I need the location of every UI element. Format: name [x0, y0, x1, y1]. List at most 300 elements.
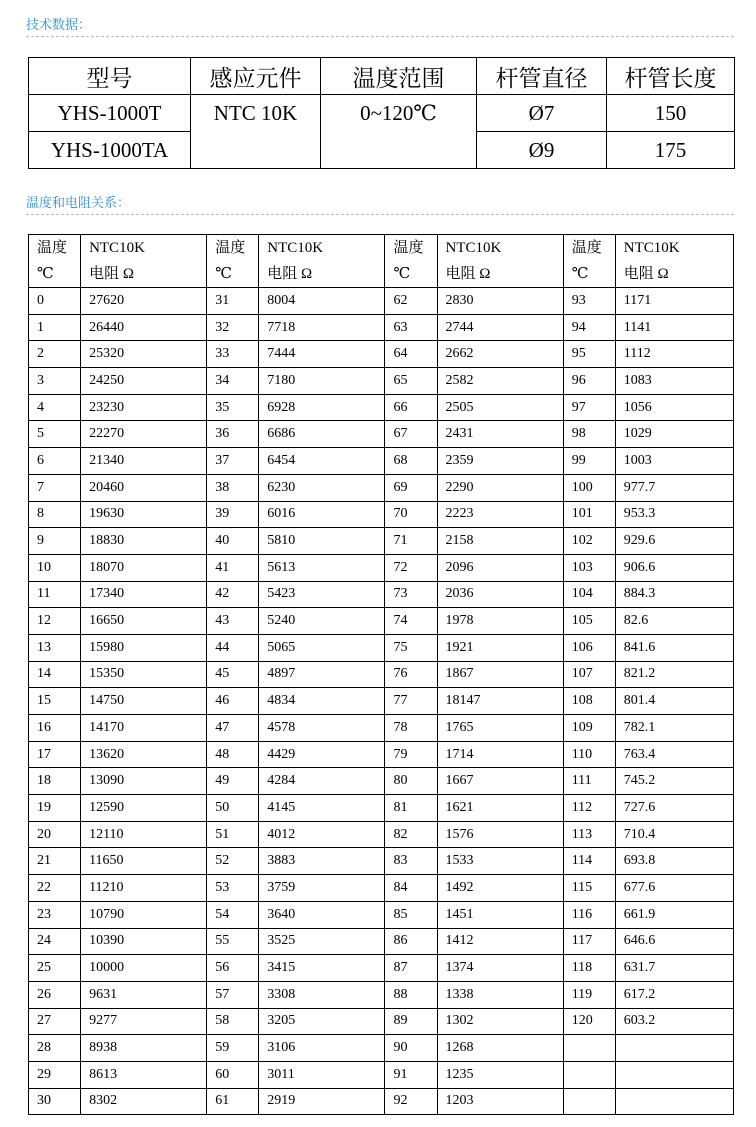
resistance-cell: 2036	[437, 581, 563, 608]
temperature-cell: 2	[29, 341, 81, 368]
spec-model: YHS-1000T	[29, 95, 191, 132]
spec-header-diameter: 杆管直径	[477, 58, 607, 95]
resistance-cell: 1203	[437, 1088, 563, 1115]
rt-header-resistance	[437, 235, 563, 288]
temperature-cell: 38	[207, 474, 259, 501]
rt-header-resistance-line: NTC10K	[89, 240, 145, 256]
temperature-cell: 50	[207, 795, 259, 822]
resistance-cell: 4012	[259, 821, 385, 848]
temperature-cell: 82	[385, 821, 437, 848]
table-row	[29, 715, 734, 742]
resistance-cell: 6928	[259, 394, 385, 421]
resistance-cell: 1412	[437, 928, 563, 955]
temperature-cell: 54	[207, 901, 259, 928]
resistance-cell: 1867	[437, 661, 563, 688]
rt-header-resistance-line: 电阻 Ω	[623, 266, 669, 282]
temperature-cell: 59	[207, 1035, 259, 1062]
temperature-cell: 12	[29, 608, 81, 635]
temperature-cell: 106	[563, 634, 615, 661]
temperature-cell: 103	[563, 554, 615, 581]
temperature-cell: 105	[563, 608, 615, 635]
resistance-cell: 4897	[259, 661, 385, 688]
temperature-cell: 66	[385, 394, 437, 421]
temperature-cell: 23	[29, 901, 81, 928]
resistance-cell: 2158	[437, 528, 563, 555]
resistance-cell: 1667	[437, 768, 563, 795]
resistance-cell: 4578	[259, 715, 385, 742]
table-row	[29, 741, 734, 768]
resistance-cell: 8302	[81, 1088, 207, 1115]
resistance-cell: 1374	[437, 955, 563, 982]
resistance-cell: 12590	[81, 795, 207, 822]
table-row	[29, 1061, 734, 1088]
temperature-cell: 31	[207, 288, 259, 315]
resistance-cell: 18830	[81, 528, 207, 555]
resistance-cell: 929.6	[615, 528, 733, 555]
table-row	[29, 661, 734, 688]
temperature-cell: 30	[29, 1088, 81, 1115]
spec-length: 175	[607, 132, 735, 169]
resistance-cell: 1338	[437, 981, 563, 1008]
rt-header-temp	[385, 235, 437, 288]
temperature-cell: 83	[385, 848, 437, 875]
spec-header-length: 杆管长度	[607, 58, 735, 95]
temperature-cell: 86	[385, 928, 437, 955]
spec-range: 0~120℃	[321, 95, 477, 169]
temperature-cell: 25	[29, 955, 81, 982]
resistance-cell: 1235	[437, 1061, 563, 1088]
resistance-cell: 1921	[437, 634, 563, 661]
table-row	[29, 581, 734, 608]
resistance-cell: 661.9	[615, 901, 733, 928]
section-divider	[26, 214, 734, 215]
resistance-cell: 7180	[259, 368, 385, 395]
temperature-cell: 81	[385, 795, 437, 822]
temperature-cell: 28	[29, 1035, 81, 1062]
temperature-cell: 5	[29, 421, 81, 448]
temperature-cell: 104	[563, 581, 615, 608]
spec-header-model: 型号	[29, 58, 191, 95]
temperature-cell: 108	[563, 688, 615, 715]
resistance-cell: 977.7	[615, 474, 733, 501]
temperature-cell: 67	[385, 421, 437, 448]
resistance-cell: 3415	[259, 955, 385, 982]
resistance-cell: 11650	[81, 848, 207, 875]
temperature-cell: 39	[207, 501, 259, 528]
temperature-cell: 79	[385, 741, 437, 768]
temperature-cell: 42	[207, 581, 259, 608]
resistance-cell: 1171	[615, 288, 733, 315]
temperature-cell: 93	[563, 288, 615, 315]
temperature-cell: 115	[563, 875, 615, 902]
resistance-cell: 646.6	[615, 928, 733, 955]
temperature-cell: 16	[29, 715, 81, 742]
rt-header-temp-line: 温度	[215, 240, 246, 256]
resistance-cell: 763.4	[615, 741, 733, 768]
rt-header-temp-line: ℃	[37, 266, 54, 282]
spec-length: 150	[607, 95, 735, 132]
table-row	[29, 314, 734, 341]
table-row	[29, 848, 734, 875]
temperature-cell: 119	[563, 981, 615, 1008]
resistance-cell: 17340	[81, 581, 207, 608]
temperature-cell: 101	[563, 501, 615, 528]
temperature-cell: 76	[385, 661, 437, 688]
rt-header-temp-line: ℃	[571, 266, 589, 282]
resistance-cell: 1083	[615, 368, 733, 395]
temperature-cell: 112	[563, 795, 615, 822]
resistance-cell: 3106	[259, 1035, 385, 1062]
temperature-cell: 41	[207, 554, 259, 581]
resistance-cell: 23230	[81, 394, 207, 421]
resistance-cell: 821.2	[615, 661, 733, 688]
temperature-cell: 35	[207, 394, 259, 421]
temperature-cell: 37	[207, 448, 259, 475]
temperature-cell: 17	[29, 741, 81, 768]
resistance-table	[28, 234, 734, 1115]
rt-header-resistance-line: 电阻 Ω	[89, 266, 134, 282]
resistance-cell: 727.6	[615, 795, 733, 822]
table-row	[29, 795, 734, 822]
table-row	[29, 474, 734, 501]
spec-row	[29, 95, 735, 132]
resistance-cell: 9277	[81, 1008, 207, 1035]
resistance-cell: 27620	[81, 288, 207, 315]
resistance-cell: 24250	[81, 368, 207, 395]
resistance-cell: 3011	[259, 1061, 385, 1088]
table-row	[29, 1008, 734, 1035]
resistance-cell: 5065	[259, 634, 385, 661]
resistance-cell: 12110	[81, 821, 207, 848]
resistance-cell: 15350	[81, 661, 207, 688]
resistance-cell: 8613	[81, 1061, 207, 1088]
rt-header-temp	[563, 235, 615, 288]
resistance-cell: 3205	[259, 1008, 385, 1035]
table-row	[29, 901, 734, 928]
resistance-cell: 8938	[81, 1035, 207, 1062]
resistance-cell: 10000	[81, 955, 207, 982]
temperature-cell: 8	[29, 501, 81, 528]
resistance-cell: 1056	[615, 394, 733, 421]
table-row	[29, 981, 734, 1008]
table-row	[29, 554, 734, 581]
temperature-cell: 98	[563, 421, 615, 448]
resistance-cell: 884.3	[615, 581, 733, 608]
resistance-cell: 2830	[437, 288, 563, 315]
temperature-cell: 85	[385, 901, 437, 928]
rt-header-temp	[207, 235, 259, 288]
resistance-cell: 26440	[81, 314, 207, 341]
rt-header-row	[29, 235, 734, 288]
temperature-cell: 71	[385, 528, 437, 555]
temperature-cell: 114	[563, 848, 615, 875]
rt-header-temp-line: 温度	[571, 240, 602, 256]
resistance-cell: 3525	[259, 928, 385, 955]
resistance-cell: 2359	[437, 448, 563, 475]
temperature-cell: 92	[385, 1088, 437, 1115]
temperature-cell: 0	[29, 288, 81, 315]
temperature-cell: 74	[385, 608, 437, 635]
spec-header-element: 感应元件	[191, 58, 321, 95]
resistance-cell: 2223	[437, 501, 563, 528]
resistance-cell: 13090	[81, 768, 207, 795]
resistance-cell: 6686	[259, 421, 385, 448]
temperature-cell	[563, 1061, 615, 1088]
temperature-cell: 113	[563, 821, 615, 848]
temperature-cell: 111	[563, 768, 615, 795]
resistance-cell: 2431	[437, 421, 563, 448]
resistance-cell: 10790	[81, 901, 207, 928]
temperature-cell: 99	[563, 448, 615, 475]
resistance-cell: 82.6	[615, 608, 733, 635]
temperature-cell: 7	[29, 474, 81, 501]
temperature-cell: 77	[385, 688, 437, 715]
resistance-cell: 5810	[259, 528, 385, 555]
temperature-cell: 4	[29, 394, 81, 421]
resistance-cell: 5240	[259, 608, 385, 635]
resistance-cell: 6016	[259, 501, 385, 528]
temperature-cell: 110	[563, 741, 615, 768]
temperature-cell: 62	[385, 288, 437, 315]
resistance-cell: 4429	[259, 741, 385, 768]
resistance-cell: 2582	[437, 368, 563, 395]
temperature-cell: 102	[563, 528, 615, 555]
temperature-cell: 45	[207, 661, 259, 688]
resistance-cell: 1576	[437, 821, 563, 848]
temperature-cell: 10	[29, 554, 81, 581]
temperature-cell: 58	[207, 1008, 259, 1035]
resistance-cell: 953.3	[615, 501, 733, 528]
resistance-cell	[615, 1035, 733, 1062]
temperature-cell: 49	[207, 768, 259, 795]
table-row	[29, 821, 734, 848]
temperature-cell: 56	[207, 955, 259, 982]
resistance-cell: 3883	[259, 848, 385, 875]
temperature-cell: 57	[207, 981, 259, 1008]
resistance-cell: 6230	[259, 474, 385, 501]
temperature-cell: 46	[207, 688, 259, 715]
resistance-cell: 11210	[81, 875, 207, 902]
temperature-cell: 15	[29, 688, 81, 715]
resistance-cell: 745.2	[615, 768, 733, 795]
temperature-cell: 87	[385, 955, 437, 982]
resistance-cell: 617.2	[615, 981, 733, 1008]
resistance-cell: 1302	[437, 1008, 563, 1035]
temperature-cell: 61	[207, 1088, 259, 1115]
temperature-cell: 88	[385, 981, 437, 1008]
rt-section-title: 温度和电阻关系：	[26, 196, 131, 211]
resistance-cell: 2919	[259, 1088, 385, 1115]
resistance-cell: 20460	[81, 474, 207, 501]
temperature-cell	[563, 1088, 615, 1115]
resistance-cell: 5423	[259, 581, 385, 608]
resistance-cell: 21340	[81, 448, 207, 475]
temperature-cell: 75	[385, 634, 437, 661]
resistance-cell: 3640	[259, 901, 385, 928]
table-row	[29, 528, 734, 555]
table-row	[29, 448, 734, 475]
table-row	[29, 955, 734, 982]
temperature-cell: 120	[563, 1008, 615, 1035]
temperature-cell: 70	[385, 501, 437, 528]
resistance-cell: 603.2	[615, 1008, 733, 1035]
temperature-cell: 53	[207, 875, 259, 902]
rt-header-temp	[29, 235, 81, 288]
table-row	[29, 288, 734, 315]
temperature-cell: 91	[385, 1061, 437, 1088]
resistance-cell: 2744	[437, 314, 563, 341]
resistance-cell: 3308	[259, 981, 385, 1008]
table-row	[29, 768, 734, 795]
temperature-cell: 60	[207, 1061, 259, 1088]
temperature-cell: 107	[563, 661, 615, 688]
rt-header-resistance-line: NTC10K	[445, 240, 502, 256]
table-row	[29, 688, 734, 715]
resistance-cell: 18147	[437, 688, 563, 715]
resistance-cell: 7718	[259, 314, 385, 341]
resistance-cell: 13620	[81, 741, 207, 768]
temperature-cell: 100	[563, 474, 615, 501]
table-row	[29, 1035, 734, 1062]
resistance-cell: 14750	[81, 688, 207, 715]
resistance-cell: 1533	[437, 848, 563, 875]
temperature-cell: 51	[207, 821, 259, 848]
resistance-cell: 906.6	[615, 554, 733, 581]
spec-header-range: 温度范围	[321, 58, 477, 95]
temperature-cell: 43	[207, 608, 259, 635]
rt-header-resistance	[615, 235, 733, 288]
resistance-cell: 1112	[615, 341, 733, 368]
resistance-cell: 1492	[437, 875, 563, 902]
spec-diameter: Ø9	[477, 132, 607, 169]
resistance-cell: 16650	[81, 608, 207, 635]
spec-element: NTC 10K	[191, 95, 321, 169]
temperature-cell: 48	[207, 741, 259, 768]
temperature-cell: 19	[29, 795, 81, 822]
resistance-cell: 15980	[81, 634, 207, 661]
resistance-cell: 7444	[259, 341, 385, 368]
temperature-cell: 36	[207, 421, 259, 448]
resistance-cell: 8004	[259, 288, 385, 315]
resistance-cell: 631.7	[615, 955, 733, 982]
temperature-cell: 47	[207, 715, 259, 742]
resistance-cell: 5613	[259, 554, 385, 581]
temperature-cell: 84	[385, 875, 437, 902]
temperature-cell: 33	[207, 341, 259, 368]
temperature-cell	[563, 1035, 615, 1062]
temperature-cell: 52	[207, 848, 259, 875]
spec-model: YHS-1000TA	[29, 132, 191, 169]
temperature-cell: 34	[207, 368, 259, 395]
table-row	[29, 634, 734, 661]
resistance-cell: 4145	[259, 795, 385, 822]
temperature-cell: 9	[29, 528, 81, 555]
rt-header-resistance	[259, 235, 385, 288]
resistance-cell: 782.1	[615, 715, 733, 742]
rt-header-resistance-line: NTC10K	[623, 240, 680, 256]
rt-header-resistance-line: 电阻 Ω	[267, 266, 313, 282]
temperature-cell: 94	[563, 314, 615, 341]
resistance-cell: 801.4	[615, 688, 733, 715]
resistance-cell: 3759	[259, 875, 385, 902]
temperature-cell: 72	[385, 554, 437, 581]
temperature-cell: 24	[29, 928, 81, 955]
table-row	[29, 394, 734, 421]
temperature-cell: 90	[385, 1035, 437, 1062]
rt-header-resistance-line: 电阻 Ω	[445, 266, 491, 282]
resistance-cell: 2505	[437, 394, 563, 421]
table-row	[29, 421, 734, 448]
temperature-cell: 68	[385, 448, 437, 475]
temperature-cell: 117	[563, 928, 615, 955]
resistance-cell	[615, 1088, 733, 1115]
temperature-cell: 64	[385, 341, 437, 368]
section-divider	[26, 36, 734, 37]
temperature-cell: 40	[207, 528, 259, 555]
temperature-cell: 89	[385, 1008, 437, 1035]
resistance-cell: 2096	[437, 554, 563, 581]
rt-header-temp-line: ℃	[393, 266, 411, 282]
resistance-cell: 1978	[437, 608, 563, 635]
spec-diameter: Ø7	[477, 95, 607, 132]
resistance-cell: 1621	[437, 795, 563, 822]
resistance-cell: 841.6	[615, 634, 733, 661]
table-row	[29, 608, 734, 635]
temperature-cell: 78	[385, 715, 437, 742]
rt-header-temp-line: ℃	[215, 266, 233, 282]
temperature-cell: 26	[29, 981, 81, 1008]
resistance-cell: 14170	[81, 715, 207, 742]
temperature-cell: 44	[207, 634, 259, 661]
temperature-cell: 80	[385, 768, 437, 795]
resistance-cell	[615, 1061, 733, 1088]
temperature-cell: 20	[29, 821, 81, 848]
resistance-cell: 10390	[81, 928, 207, 955]
spec-table	[28, 57, 735, 169]
temperature-cell: 95	[563, 341, 615, 368]
temperature-cell: 18	[29, 768, 81, 795]
tech-data-title: 技术数据：	[26, 18, 92, 33]
temperature-cell: 32	[207, 314, 259, 341]
table-row	[29, 1088, 734, 1115]
temperature-cell: 55	[207, 928, 259, 955]
resistance-cell: 4284	[259, 768, 385, 795]
resistance-cell: 1451	[437, 901, 563, 928]
table-row	[29, 875, 734, 902]
resistance-cell: 1029	[615, 421, 733, 448]
resistance-cell: 22270	[81, 421, 207, 448]
resistance-cell: 19630	[81, 501, 207, 528]
rt-header-resistance-line: NTC10K	[267, 240, 324, 256]
temperature-cell: 13	[29, 634, 81, 661]
temperature-cell: 22	[29, 875, 81, 902]
temperature-cell: 65	[385, 368, 437, 395]
temperature-cell: 29	[29, 1061, 81, 1088]
temperature-cell: 1	[29, 314, 81, 341]
resistance-cell: 1268	[437, 1035, 563, 1062]
resistance-cell: 677.6	[615, 875, 733, 902]
temperature-cell: 96	[563, 368, 615, 395]
resistance-cell: 1765	[437, 715, 563, 742]
resistance-cell: 693.8	[615, 848, 733, 875]
table-row	[29, 368, 734, 395]
temperature-cell: 73	[385, 581, 437, 608]
temperature-cell: 69	[385, 474, 437, 501]
spec-header-row	[29, 58, 735, 95]
resistance-cell: 1714	[437, 741, 563, 768]
resistance-cell: 710.4	[615, 821, 733, 848]
resistance-cell: 9631	[81, 981, 207, 1008]
